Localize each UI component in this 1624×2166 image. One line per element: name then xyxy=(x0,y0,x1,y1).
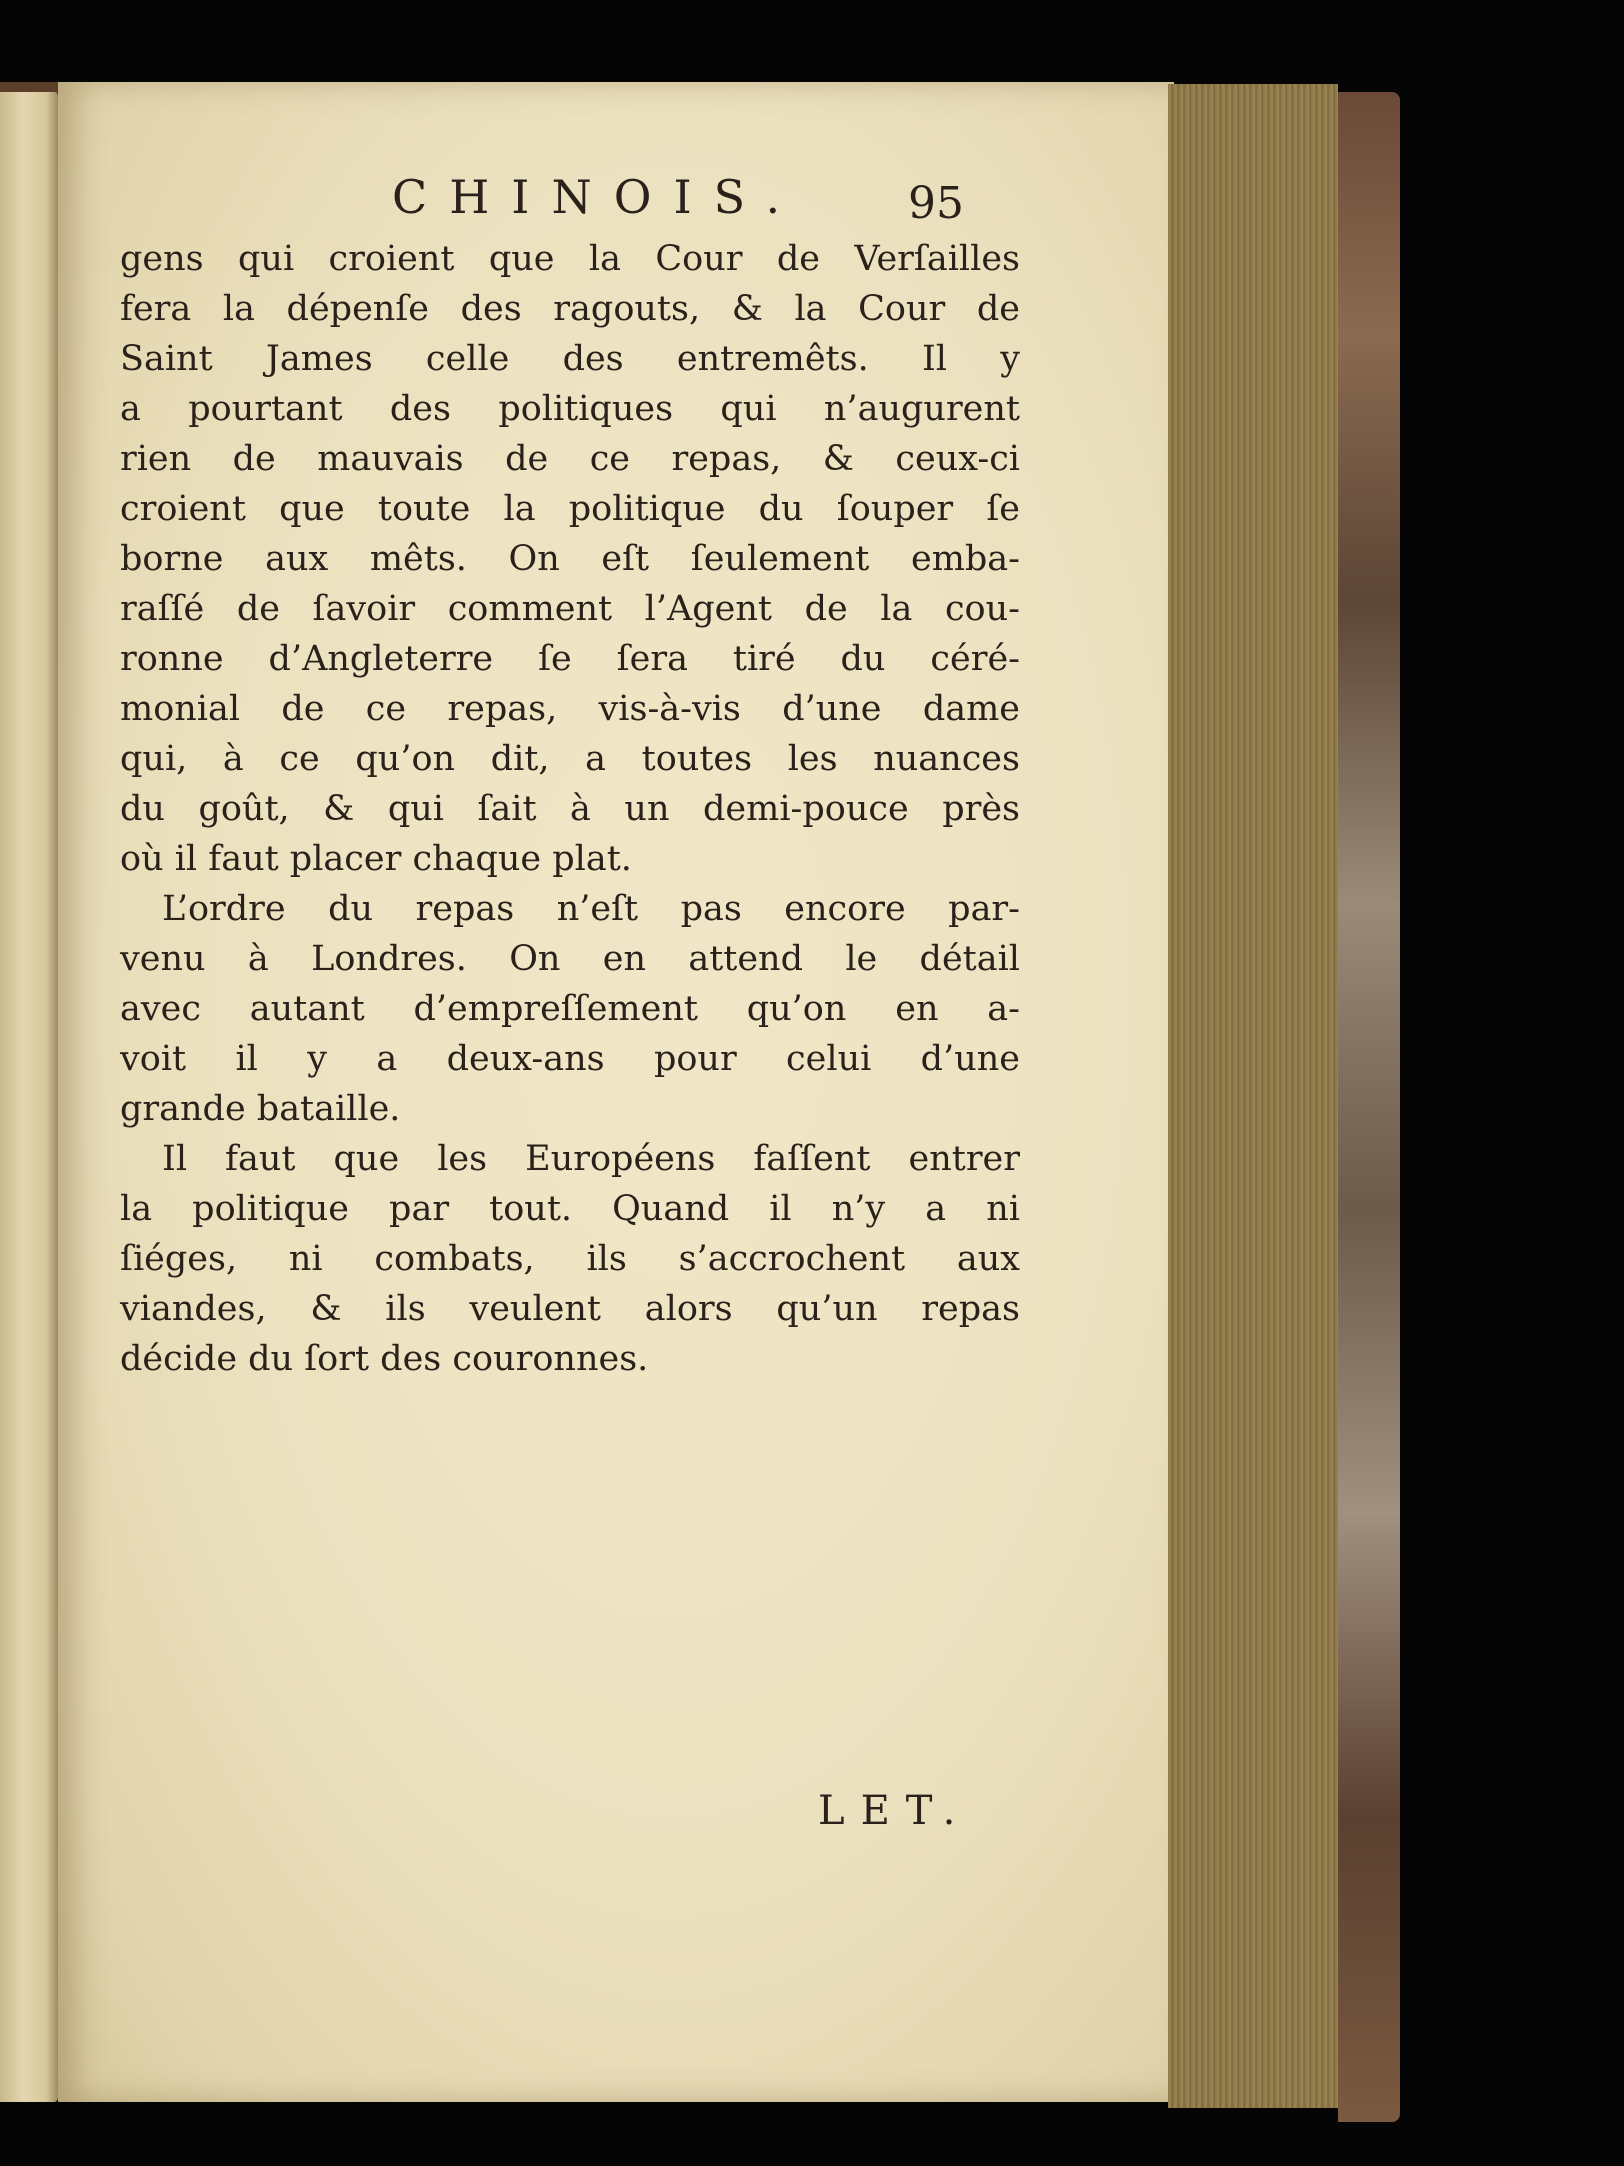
text-line: gens qui croient que la Cour de Verſailles xyxy=(120,239,1020,279)
page-text xyxy=(120,170,1020,1384)
leather-binding xyxy=(1338,92,1400,2122)
text-line: qui, à ce qu’on dit, a toutes les nuances xyxy=(120,739,1020,779)
text-line: voit il y a deux-ans pour celui d’une xyxy=(120,1039,1020,1079)
text-line: du goût, & qui ſait à un demi-pouce près xyxy=(120,789,1020,829)
text-line: Saint James celle des entremêts. Il y xyxy=(120,339,1020,379)
text-line: croient que toute la politique du ſouper ſe xyxy=(120,489,1020,529)
text-line: la politique par tout. Quand il n’y a ni xyxy=(120,1189,1020,1229)
page-block-edges xyxy=(1168,84,1338,2108)
text-line: borne aux mêts. On eſt ſeulement emba- xyxy=(120,539,1020,579)
text-line: ſiéges, ni combats, ils s’accrochent aux xyxy=(120,1239,1020,1279)
text-line: fera la dépenſe des ragouts, & la Cour de xyxy=(120,289,1020,329)
text-line: ronne d’Angleterre ſe ſera tiré du céré- xyxy=(120,639,1020,679)
text-line: avec autant d’empreſſement qu’on en a- xyxy=(120,989,1020,1029)
text-line: raſſé de ſavoir comment l’Agent de la cou- xyxy=(120,589,1020,629)
text-line: monial de ce repas, vis-à-vis d’une dame xyxy=(120,689,1020,729)
paragraph-1 xyxy=(120,234,1020,884)
paragraph-2 xyxy=(120,884,1020,1134)
paragraph-3 xyxy=(120,1134,1020,1384)
text-line: Il faut que les Européens faſſent entrer xyxy=(162,1139,1020,1179)
text-line: venu à Londres. On en attend le détail xyxy=(120,939,1020,979)
text-line: décide du ſort des couronnes. xyxy=(120,1339,649,1379)
running-head-title: CHINOIS. xyxy=(392,170,803,224)
catchword: LET. xyxy=(818,1788,972,1834)
running-head xyxy=(120,170,1020,234)
text-line: a pourtant des politiques qui n’augurent xyxy=(120,389,1020,429)
text-line: L’ordre du repas n’eſt pas encore par- xyxy=(162,889,1020,929)
text-line: rien de mauvais de ce repas, & ceux-ci xyxy=(120,439,1020,479)
facing-page-edge xyxy=(0,92,58,2102)
text-line: viandes, & ils veulent alors qu’un repas xyxy=(120,1289,1020,1329)
text-line: où il faut placer chaque plat. xyxy=(120,839,632,879)
page-number: 95 xyxy=(908,178,964,229)
text-line: grande bataille. xyxy=(120,1089,401,1129)
